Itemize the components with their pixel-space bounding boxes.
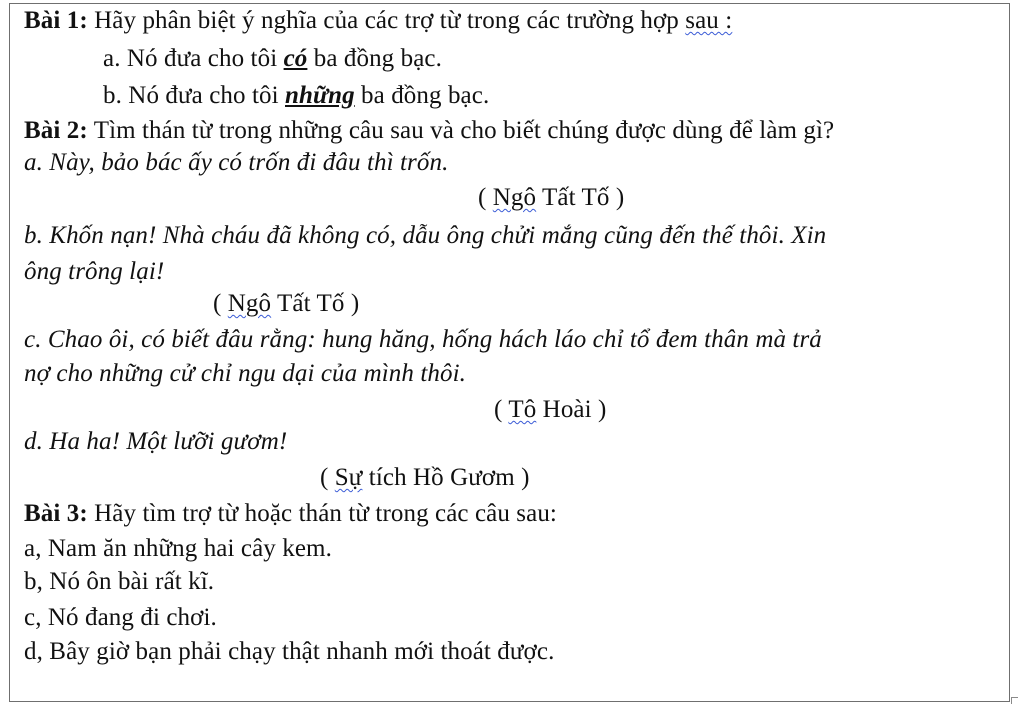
bai2-item-d: d. Ha ha! Một lưỡi gươm! xyxy=(24,428,288,455)
bai2-item-b-line1: b. Khốn nạn! Nhà cháu đã không có, dẫu ông chửi mắng cũng đến thế thôi. Xin xyxy=(24,222,827,249)
bai3-item-b: b, Nó ôn bài rất kĩ. xyxy=(24,568,215,595)
source-open: ( xyxy=(320,464,335,491)
source-name: Tô xyxy=(508,396,537,423)
bai3-item-c: c, Nó đang đi chơi. xyxy=(24,604,217,631)
bai1-item-a xyxy=(103,44,442,74)
source-rest: Tất Tố ) xyxy=(271,290,360,317)
bai1-label: Bài 1: xyxy=(24,7,88,34)
source-name: Ngô xyxy=(492,184,537,211)
bai3-heading xyxy=(24,499,557,529)
source-open: ( xyxy=(213,290,228,317)
source-name: Sự xyxy=(334,464,363,491)
source-open: ( xyxy=(494,396,509,423)
source-open: ( xyxy=(478,184,493,211)
bai3-item-d: d, Bây giờ bạn phải chạy thật nhanh mới thoát được. xyxy=(24,638,555,665)
bai2-d-source xyxy=(320,463,530,493)
bai1-a-before: a. Nó đưa cho tôi xyxy=(103,45,284,72)
bai2-heading xyxy=(24,116,834,146)
bai1-text: Hãy phân biệt ý nghĩa của các trợ từ trong các trường hợp xyxy=(87,7,686,34)
bai2-item-a: a. Này, bảo bác ấy có trốn đi đâu thì trốn. xyxy=(24,149,449,176)
bai2-item-b-line2: ông trông lại! xyxy=(24,258,165,285)
source-rest: Tất Tố ) xyxy=(536,184,625,211)
source-name: Ngô xyxy=(227,290,272,317)
bai3-label: Bài 3: xyxy=(24,500,88,527)
bai1-b-keyword: những xyxy=(285,82,355,109)
bai2-text: Tìm thán từ trong những câu sau và cho biết chúng được dùng để làm gì? xyxy=(87,117,835,144)
bai2-b-source xyxy=(213,289,359,319)
source-rest: tích Hồ Gươm ) xyxy=(362,464,530,491)
bai1-text-end: sau : xyxy=(685,7,733,34)
bai1-a-keyword: có xyxy=(283,45,308,72)
bai1-b-before: b. Nó đưa cho tôi xyxy=(103,82,285,109)
bai1-heading xyxy=(24,6,732,36)
bai3-item-a: a, Nam ăn những hai cây kem. xyxy=(24,535,332,562)
bai1-item-b xyxy=(103,81,489,111)
source-rest: Hoài ) xyxy=(536,396,607,423)
bai1-a-after: ba đồng bạc. xyxy=(307,45,442,72)
bai2-item-c-line1: c. Chao ôi, có biết đâu rằng: hung hăng, hống hách láo chỉ tổ đem thân mà trả xyxy=(24,326,822,353)
bai3-text: Hãy tìm trợ từ hoặc thán từ trong các câu sau: xyxy=(87,500,557,527)
bai2-item-c-line2: nợ cho những cử chỉ ngu dại của mình thôi. xyxy=(24,360,466,387)
bai2-label: Bài 2: xyxy=(24,117,88,144)
page-corner-mark xyxy=(1011,697,1018,704)
bai2-a-source xyxy=(478,183,624,213)
bai1-b-after: ba đồng bạc. xyxy=(354,82,490,109)
bai2-c-source xyxy=(494,395,606,425)
